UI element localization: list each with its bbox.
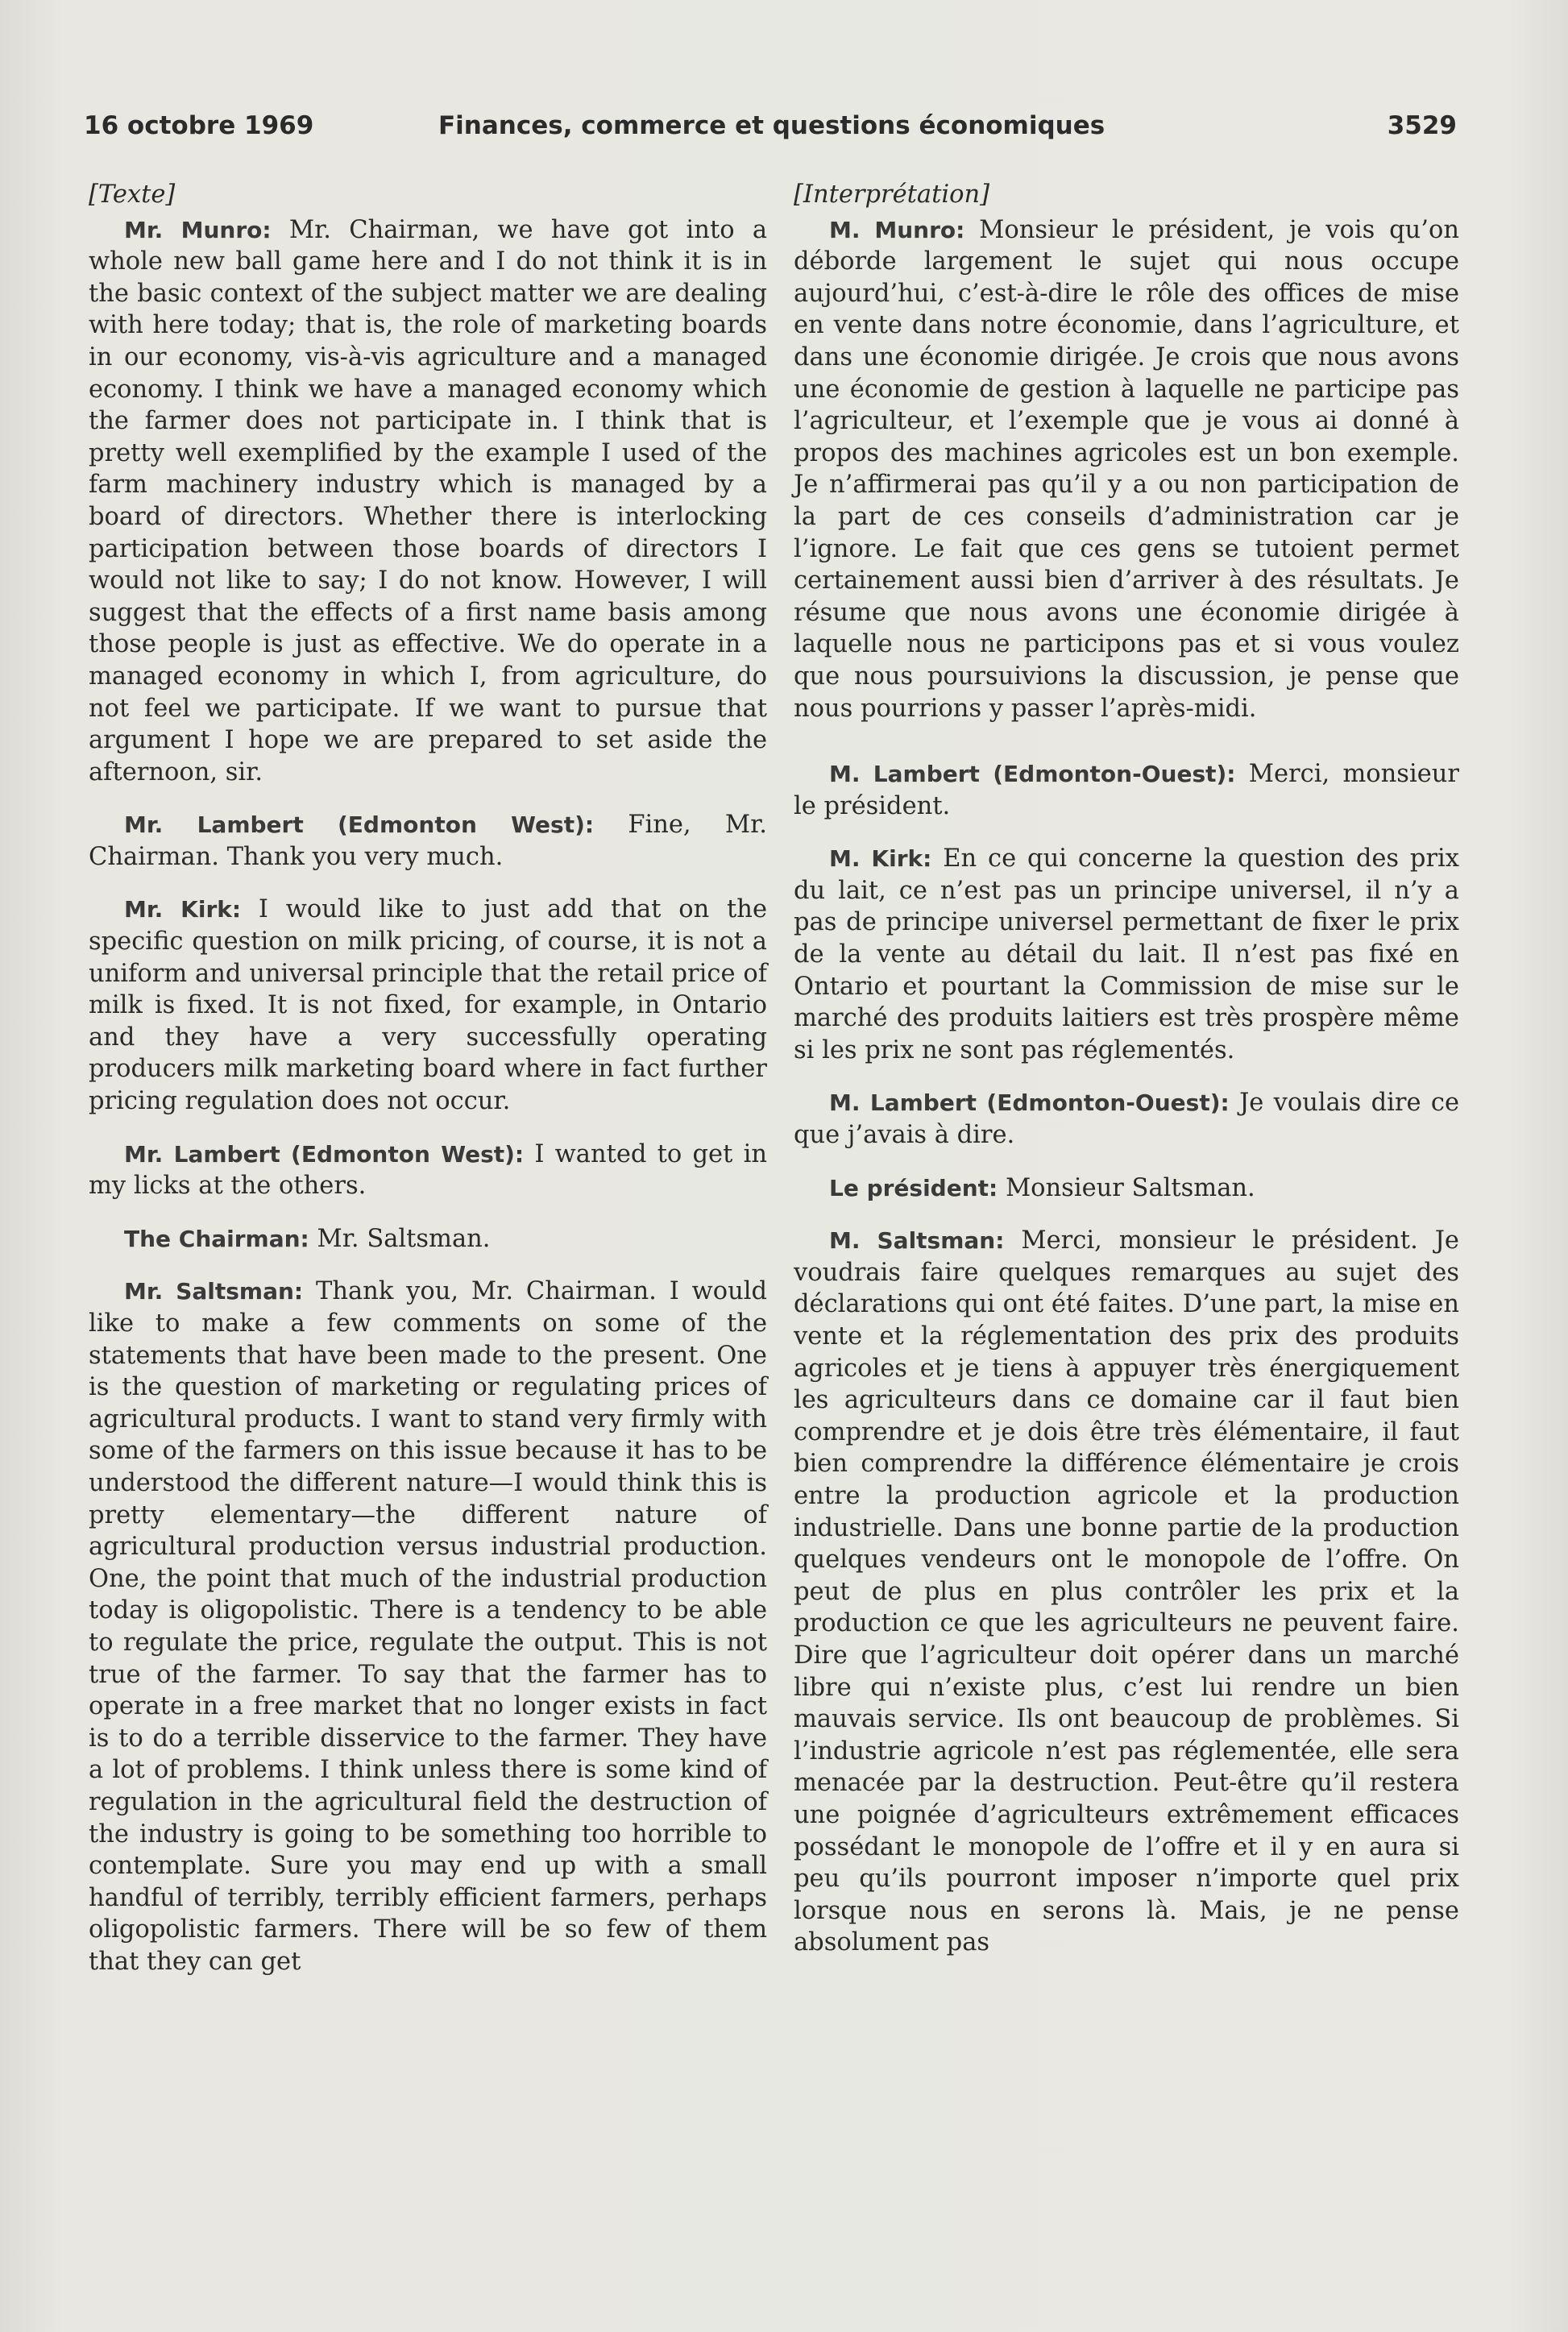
- speech: Merci, monsieur le président. Je voudrais faire quelques remarques au sujet des déclarations qui ont été faites. D’une part, la mise en vente et la réglementation des prix des produits agricoles et je tiens à appuyer très énergiquement les agriculteurs dans ce domaine car il faut bien comprendre et je dois être très élémentaire, il faut bien comprendre la différence élémentaire je crois entre la production agricole et la production industrielle. Dans une bonne partie de la production quelques vendeurs ont le monopole de l’offre. On peut de plus en plus contrôler les prix et la production ce que les agriculteurs ne peuvent faire. Dire que l’agriculteur doit opérer dans un marché libre qui n’existe plus, c’est lui rendre un bien mauvais service. Ils ont beaucoup de problèmes. Si l’industrie agricole n’est pas réglementée, elle sera menacée par la destruction. Peut-être qu’il restera une poignée d’agriculteurs extrêmement efficaces possédant le monopole de l’offre et il y en aura si peu qu’ils pourront imposer n’importe quel prix lorsque nous en serons là. Mais, je ne pense absolument pas: [794, 1226, 1459, 1957]
- speaker: Le président:: [829, 1174, 998, 1201]
- paragraph: [89, 1223, 767, 1255]
- paragraph: [794, 1172, 1459, 1205]
- paragraph: [89, 214, 767, 789]
- paragraph: [794, 1087, 1459, 1151]
- speech: Monsieur le président, je vois qu’on déborde largement le sujet qui nous occupe aujourd’hui, c’est-à-dire le rôle des offices de mise en vente dans notre économie, dans l’agriculture, et dans une économie dirigée. Je crois que nous avons une économie de gestion à laquelle ne participe pas l’agriculteur, et l’exemple que je vous ai donné à propos des machines agricoles est un bon exemple. Je n’affirmerai pas qu’il y a ou non participation de la part de ces conseils d’administration car je l’ignore. Le fait que ces gens se tutoient permet certainement aussi bien d’arriver à des résultats. Je résume que nous avons une économie dirigée à laquelle nous ne participons pas et si vous voulez que nous poursuivions la discussion, je pense que nous pourrions y passer l’après-midi.: [794, 215, 1459, 723]
- page-number: 3529: [1387, 111, 1457, 140]
- paragraph: [794, 758, 1459, 822]
- english-column: [89, 179, 767, 1998]
- paragraph: [794, 843, 1459, 1066]
- speaker: Mr. Munro:: [124, 216, 272, 243]
- header-date: 16 octobre 1969: [84, 111, 314, 140]
- paragraph: [794, 214, 1459, 725]
- french-column: [794, 179, 1459, 1980]
- speech: En ce qui concerne la question des prix du lait, ce n’est pas un principe universel, il n’y a pas de principe universel permettant de fixer le prix de la vente au détail du lait. Il n’est pas fixé en Ontario et pourtant la Commission de mise sur le marché des produits laitiers est très prospère même si les prix ne sont pas réglementés.: [794, 844, 1459, 1064]
- speech: Mr. Chairman, we have got into a whole new ball game here and I do not think it is in the basic context of the subject matter we are dealing with here today; that is, the role of marketing boards in our economy, vis-à-vis agriculture and a managed economy. I think we have a managed economy which the farmer does not participate in. I think that is pretty well exemplified by the example I used of the farm machinery industry which is managed by a board of directors. Whether there is interlocking participation between those boards of directors I would not like to say; I do not know. However, I will suggest that the effects of a first name basis among those people is just as effective. We do operate in a managed economy in which I, from agriculture, do not feel we participate. If we want to pursue that argument I hope we are prepared to set aside the afternoon, sir.: [89, 215, 767, 786]
- speaker: The Chairman:: [124, 1225, 309, 1252]
- section-tag: [Texte]: [89, 181, 176, 209]
- speech: Merci, monsieur le président.: [794, 760, 1459, 820]
- speaker: M. Saltsman:: [829, 1227, 1005, 1255]
- speaker: Mr. Saltsman:: [124, 1278, 304, 1305]
- speaker: Mr. Kirk:: [124, 896, 242, 923]
- paragraph: [89, 1139, 767, 1202]
- speaker: M. Lambert (Edmonton-Ouest):: [829, 1089, 1230, 1117]
- speech: Thank you, Mr. Chairman. I would like to make a few comments on some of the statements that have been made to the present. One is the question of marketing or regulating prices of agricultural products. I want to stand very firmly with some of the farmers on this issue because it has to be understood the different nature—I would think this is pretty elementary—the different nature of agricultural production versus industrial production. One, the point that much of the industrial production today is oligopolistic. There is a tendency to be able to regulate the price, regulate the output. This is not true of the farmer. To say that the farmer has to operate in a free market that no longer exists in fact is to do a terrible disservice to the farmer. They have a lot of problems. I think unless there is some kind of regulation in the agricultural field the destruction of the industry is going to be something too horrible to contemplate. Sure you may end up with a small handful of terribly, terribly efficient farmers, perhaps oligopolistic farmers. There will be so few of them that they can get: [89, 1277, 767, 1976]
- speech: Monsieur Saltsman.: [1005, 1173, 1255, 1202]
- paragraph: [89, 894, 767, 1117]
- paragraph: [794, 1225, 1459, 1959]
- speaker: Mr. Lambert (Edmonton West):: [124, 811, 595, 839]
- paragraph: [89, 1276, 767, 1977]
- paragraph: [89, 809, 767, 873]
- speech: Fine, Mr. Chairman. Thank you very much.: [89, 811, 767, 871]
- speaker: M. Lambert (Edmonton-Ouest):: [829, 761, 1236, 788]
- speaker: M. Kirk:: [829, 845, 932, 873]
- speech: Mr. Saltsman.: [317, 1224, 491, 1253]
- header-title: Finances, commerce et questions économiques: [438, 111, 1105, 140]
- speaker: M. Munro:: [829, 216, 965, 243]
- page-header: [84, 111, 1457, 151]
- speech: I would like to just add that on the specific question on milk pricing, of course, it is not a uniform and universal principle that the retail price of milk is fixed. It is not fixed, for example, in Ontario and they have a very successfully operating producers milk marketing board where in fact further pricing regulation does not occur.: [89, 895, 767, 1116]
- speaker: Mr. Lambert (Edmonton West):: [124, 1140, 525, 1168]
- speech: Je voulais dire ce que j’avais à dire.: [794, 1089, 1459, 1150]
- speech: I wanted to get in my licks at the others.: [89, 1139, 767, 1201]
- section-tag: [Interprétation]: [794, 181, 989, 209]
